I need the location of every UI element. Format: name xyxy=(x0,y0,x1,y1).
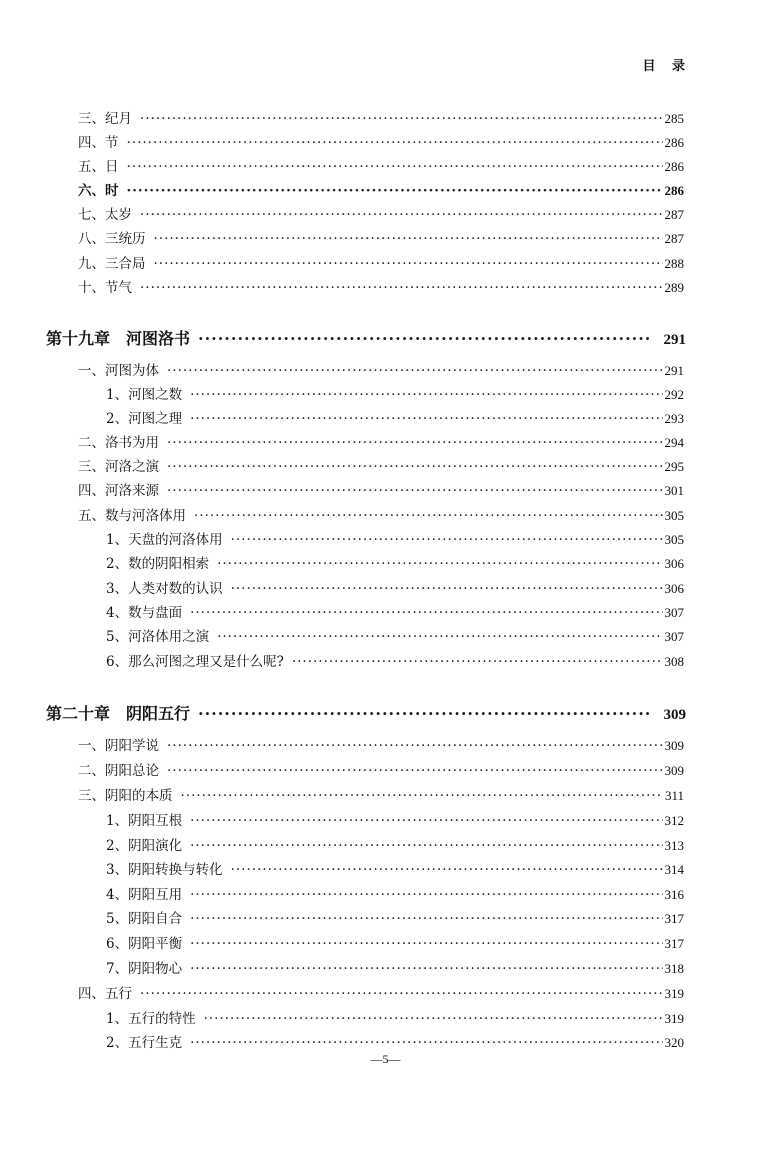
toc-leader-dots xyxy=(190,837,662,855)
toc-entry-label: 一、阴阳学说 xyxy=(78,738,159,754)
page-header-title: 目 录 xyxy=(642,59,691,74)
toc-leader-dots xyxy=(167,434,663,452)
toc-entry[interactable] xyxy=(78,182,684,200)
toc-entry-label: 三、阴阳的本质 xyxy=(78,788,173,804)
toc-subentry[interactable] xyxy=(106,580,684,598)
page-number: —5— xyxy=(370,1052,401,1066)
toc-entry-page: 286 xyxy=(664,183,684,198)
toc-entry-label: 六、时 xyxy=(78,183,119,199)
toc-entry[interactable] xyxy=(78,737,684,755)
toc-entry-page: 320 xyxy=(664,1035,684,1050)
toc-entry-label: 1、天盘的河洛体用 xyxy=(106,532,223,548)
toc-subentry[interactable] xyxy=(106,1010,684,1028)
toc-entry-label: 2、五行生克 xyxy=(106,1035,183,1051)
toc-subentry[interactable] xyxy=(106,960,684,978)
toc-entry-label: 四、节 xyxy=(78,135,119,151)
toc-entry-label: 九、三合局 xyxy=(78,256,146,272)
toc-entry-page: 311 xyxy=(664,788,684,803)
toc-entry[interactable] xyxy=(78,134,684,152)
toc-entry-page: 288 xyxy=(664,256,684,271)
toc-leader-dots xyxy=(140,279,663,297)
toc-entry-page: 317 xyxy=(664,911,684,926)
toc-leader-dots xyxy=(190,960,662,978)
toc-entry-page: 309 xyxy=(664,738,684,753)
toc-entry-label: 4、数与盘面 xyxy=(106,605,183,621)
toc-leader-dots xyxy=(194,507,663,525)
toc-entry-page: 317 xyxy=(664,936,684,951)
toc-leader-dots xyxy=(292,653,663,671)
toc-chapter-page: 309 xyxy=(663,707,686,723)
toc-chapter-entry[interactable] xyxy=(46,328,686,350)
toc-subentry[interactable] xyxy=(106,531,684,549)
toc-entry[interactable] xyxy=(78,230,684,248)
toc-leader-dots xyxy=(217,628,662,646)
toc-leader-dots xyxy=(167,482,663,500)
toc-leader-dots xyxy=(140,985,663,1003)
toc-subentry[interactable] xyxy=(106,386,684,404)
toc-entry-page: 301 xyxy=(664,483,684,498)
toc-entry-label: 2、阴阳演化 xyxy=(106,838,183,854)
toc-entry-page: 308 xyxy=(664,654,684,669)
toc-entry-label: 1、阴阳互根 xyxy=(106,813,183,829)
toc-entry-page: 305 xyxy=(664,508,684,523)
toc-entry-page: 291 xyxy=(664,363,684,378)
toc-entry-label: 1、五行的特性 xyxy=(106,1011,196,1027)
toc-subentry[interactable] xyxy=(106,555,684,573)
toc-entry-label: 五、日 xyxy=(78,159,119,175)
toc-entry-page: 312 xyxy=(664,813,684,828)
toc-entry-page: 306 xyxy=(664,556,684,571)
toc-entry-page: 316 xyxy=(664,887,684,902)
toc-entry-label: 四、河洛来源 xyxy=(78,483,159,499)
toc-entry[interactable] xyxy=(78,507,684,525)
toc-subentry[interactable] xyxy=(106,837,684,855)
toc-leader-dots xyxy=(127,182,663,200)
toc-entry-label: 一、河图为体 xyxy=(78,363,159,379)
toc-entry-page: 294 xyxy=(664,435,684,450)
toc-entry-page: 307 xyxy=(664,629,684,644)
toc-entry-label: 四、五行 xyxy=(78,986,132,1002)
toc-chapter-entry[interactable] xyxy=(46,703,686,725)
toc-leader-dots xyxy=(190,812,662,830)
toc-chapter-page: 291 xyxy=(663,332,686,348)
toc-leader-dots xyxy=(190,935,662,953)
toc-entry-page: 295 xyxy=(664,459,684,474)
toc-entry-label: 6、阴阳平衡 xyxy=(106,936,183,952)
toc-entry[interactable] xyxy=(78,762,684,780)
toc-subentry[interactable] xyxy=(106,410,684,428)
toc-entry-page: 286 xyxy=(664,135,684,150)
toc-entry-page: 319 xyxy=(664,1011,684,1026)
toc-leader-dots xyxy=(167,737,663,755)
toc-leader-dots xyxy=(190,910,662,928)
toc-leader-dots xyxy=(167,362,663,380)
toc-entry-label: 6、那么河图之理又是什么呢? xyxy=(106,654,284,670)
toc-leader-dots xyxy=(231,861,663,879)
toc-leader-dots xyxy=(167,762,663,780)
toc-entry-label: 3、阴阳转换与转化 xyxy=(106,862,223,878)
toc-entry-page: 289 xyxy=(664,280,684,295)
toc-entry-label: 3、人类对数的认识 xyxy=(106,581,223,597)
toc-leader-dots xyxy=(190,386,662,404)
toc-chapter-label: 第十九章 河图洛书 xyxy=(46,329,191,348)
toc-subentry[interactable] xyxy=(106,653,684,671)
toc-entry-label: 2、数的阴阳相索 xyxy=(106,556,210,572)
toc-leader-dots xyxy=(231,531,663,549)
toc-entry-page: 306 xyxy=(664,581,684,596)
toc-entry-label: 三、纪月 xyxy=(78,111,132,127)
toc-entry[interactable] xyxy=(78,787,684,805)
toc-entry-label: 5、河洛体用之演 xyxy=(106,629,210,645)
toc-entry-page: 292 xyxy=(664,387,684,402)
toc-entry-page: 286 xyxy=(664,159,684,174)
toc-leader-dots xyxy=(154,255,663,273)
toc-leader-dots xyxy=(140,110,663,128)
toc-leader-dots xyxy=(127,134,663,152)
toc-entry-page: 287 xyxy=(664,231,684,246)
toc-entry[interactable] xyxy=(78,255,684,273)
toc-entry[interactable] xyxy=(78,458,684,476)
toc-entry-label: 十、节气 xyxy=(78,280,132,296)
toc-entry-label: 五、数与河洛体用 xyxy=(78,508,186,524)
toc-subentry[interactable] xyxy=(106,935,684,953)
toc-entry-label: 1、河图之数 xyxy=(106,387,183,403)
toc-leader-dots xyxy=(154,230,663,248)
toc-subentry[interactable] xyxy=(106,628,684,646)
toc-entry-label: 二、洛书为用 xyxy=(78,435,159,451)
toc-entry-page: 313 xyxy=(664,838,684,853)
toc-entry-label: 二、阴阳总论 xyxy=(78,763,159,779)
toc-entry[interactable] xyxy=(78,985,684,1003)
toc-leader-dots xyxy=(198,703,649,725)
toc-leader-dots xyxy=(198,328,649,350)
toc-entry-label: 三、河洛之演 xyxy=(78,459,159,475)
toc-entry-page: 307 xyxy=(664,605,684,620)
toc-entry-page: 287 xyxy=(664,207,684,222)
toc-leader-dots xyxy=(167,458,663,476)
toc-leader-dots xyxy=(204,1010,663,1028)
toc-entry-label: 八、三统历 xyxy=(78,231,146,247)
toc-subentry[interactable] xyxy=(106,812,684,830)
toc-subentry[interactable] xyxy=(106,910,684,928)
toc-entry[interactable] xyxy=(78,362,684,380)
toc-entry-label: 5、阴阳自合 xyxy=(106,911,183,927)
toc-chapter-label: 第二十章 阴阳五行 xyxy=(46,704,191,723)
toc-entry[interactable] xyxy=(78,206,684,224)
toc-entry-page: 293 xyxy=(664,411,684,426)
toc-entry-label: 7、阴阳物心 xyxy=(106,961,183,977)
toc-leader-dots xyxy=(231,580,663,598)
toc-leader-dots xyxy=(217,555,662,573)
toc-leader-dots xyxy=(190,1034,662,1052)
toc-entry[interactable] xyxy=(78,482,684,500)
toc-leader-dots xyxy=(140,206,663,224)
toc-entry-page: 319 xyxy=(664,986,684,1001)
toc-entry[interactable] xyxy=(78,434,684,452)
toc-entry-page: 309 xyxy=(664,763,684,778)
toc-entry-label: 2、河图之理 xyxy=(106,411,183,427)
toc-entry[interactable] xyxy=(78,279,684,297)
toc-entry-page: 314 xyxy=(664,862,684,877)
toc-leader-dots xyxy=(127,158,663,176)
toc-entry[interactable] xyxy=(78,110,684,128)
toc-entry[interactable] xyxy=(78,158,684,176)
toc-leader-dots xyxy=(190,604,662,622)
toc-leader-dots xyxy=(190,410,662,428)
toc-entry-page: 285 xyxy=(664,111,684,126)
toc-subentry[interactable] xyxy=(106,604,684,622)
toc-leader-dots xyxy=(181,787,663,805)
toc-entry-page: 318 xyxy=(664,961,684,976)
toc-subentry[interactable] xyxy=(106,1034,684,1052)
toc-entry-page: 305 xyxy=(664,532,684,547)
toc-entry-label: 4、阴阳互用 xyxy=(106,887,183,903)
toc-subentry[interactable] xyxy=(106,861,684,879)
toc-entry-label: 七、太岁 xyxy=(78,207,132,223)
toc-subentry[interactable] xyxy=(106,886,684,904)
toc-leader-dots xyxy=(190,886,662,904)
